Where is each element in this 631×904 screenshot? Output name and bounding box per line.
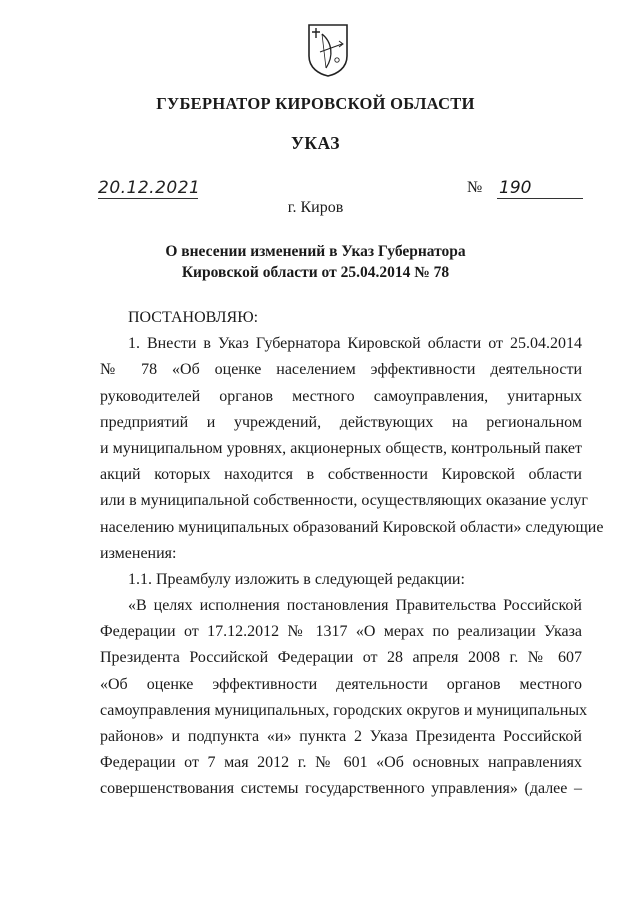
body-line: № 78 «Об оценке населением эффективности деятельности — [100, 361, 582, 379]
body-line: совершенствования системы государственного управления» (далее – — [100, 780, 582, 798]
number-sign: № — [467, 179, 483, 196]
document-number: 190 — [497, 178, 583, 199]
body-line: 1.1. Преамбулу изложить в следующей редакции: — [128, 570, 465, 588]
body-line: руководителей органов местного самоуправления, унитарных — [100, 387, 582, 405]
body-line: и муниципальном уровнях, акционерных обществ, контрольный пакет — [100, 439, 582, 457]
body-line: Федерации от 7 мая 2012 г. № 601 «Об основных направлениях — [100, 754, 582, 772]
coat-of-arms-icon — [306, 22, 350, 78]
city: г. Киров — [287, 199, 344, 216]
body-line: Президента Российской Федерации от 28 апреля 2008 г. № 607 — [100, 649, 582, 667]
title-line: О внесении изменений в Указ Губернатора — [165, 243, 466, 260]
document-title — [0, 241, 631, 283]
body-line: акций которых находится в собственности Кировской области — [100, 466, 582, 484]
document-type: УКАЗ — [291, 133, 340, 153]
body-line: самоуправления муниципальных, городских округов и муниципальных — [100, 701, 588, 719]
resolution-heading: ПОСТАНОВЛЯЮ: — [128, 309, 259, 326]
body-line: районов» и подпункта «и» пункта 2 Указа Президента Российской — [100, 728, 582, 745]
body-line: «В целях исполнения постановления Правительства Российской — [128, 597, 582, 615]
body-line: изменения: — [100, 544, 177, 562]
body-line: Федерации от 17.12.2012 № 1317 «О мерах по реализации Указа — [100, 623, 582, 641]
title-line: Кировской области от 25.04.2014 № 78 — [181, 264, 450, 281]
body-line: 1. Внести в Указ Губернатора Кировской области от 25.04.2014 — [128, 335, 582, 353]
body-line: или в муниципальной собственности, осуществляющих оказание услуг — [100, 492, 588, 510]
document-body — [100, 305, 604, 803]
body-line: предприятий и учреждений, действующих на региональном — [100, 413, 582, 431]
body-line: населению муниципальных образований Кировской области» следующие — [100, 518, 604, 536]
issuing-authority: ГУБЕРНАТОР КИРОВСКОЙ ОБЛАСТИ — [156, 94, 475, 113]
body-line: «Об оценке эффективности деятельности органов местного — [100, 675, 582, 693]
document-date: 20.12.2021 — [98, 178, 201, 198]
